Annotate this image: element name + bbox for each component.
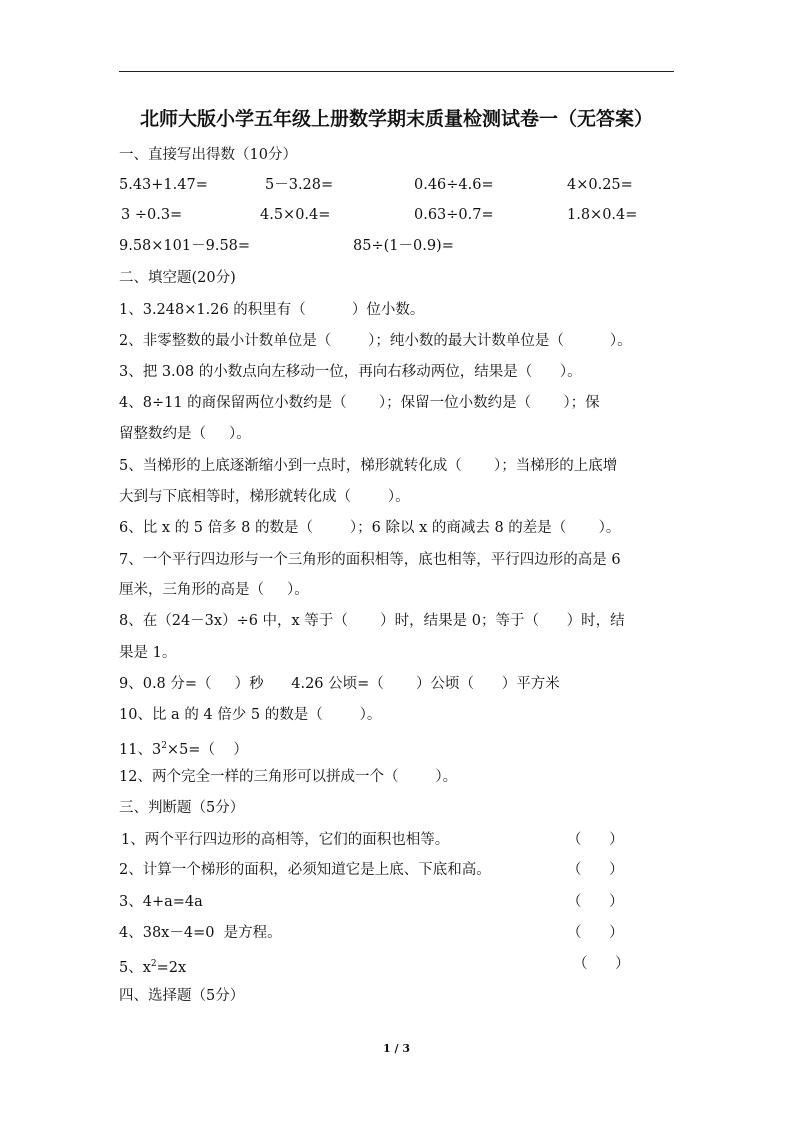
judge-item: 4、38x－4=0 是方程。	[119, 925, 282, 941]
question-line	[119, 736, 248, 760]
question-line: 果是 1。	[119, 645, 177, 661]
calc-item: 4×0.25=	[567, 177, 633, 193]
page-number: 1 / 3	[383, 1042, 410, 1055]
question-line: 5、当梯形的上底逐渐缩小到一点时，梯形就转化成（ ）；当梯形的上底增	[119, 458, 618, 474]
question-line: 3、把 3.08 的小数点向左移动一位，再向右移动两位，结果是（ ）。	[119, 364, 582, 380]
question-line: 厘米，三角形的高是（ ）。	[119, 582, 309, 598]
question-line: 7、一个平行四边形与一个三角形的面积相等，底也相等，平行四边形的高是 6	[119, 552, 621, 568]
question-line: 留整数约是（ ）。	[119, 426, 251, 442]
question-line: 大到与下底相等时，梯形就转化成（ ）。	[119, 489, 410, 505]
q11-prefix: 11、3	[119, 741, 162, 758]
calc-item: 1.8×0.4=	[567, 207, 638, 223]
calc-item: 3 ÷0.3=	[121, 207, 183, 223]
question-line: 9、0.8 分=（ ）秒 4.26 公顷=（ ）公顷（ ）平方米	[119, 676, 560, 692]
calc-item: 0.63÷0.7=	[414, 207, 494, 223]
calc-item: 5.43+1.47=	[119, 177, 208, 193]
judge-item: 2、计算一个梯形的面积，必须知道它是上底、下底和高。	[119, 862, 491, 878]
question-line: 8、在（24－3x）÷6 中，x 等于（ ）时，结果是 0；等于（ ）时，结	[119, 613, 625, 629]
calc-item: 9.58×101－9.58=	[119, 238, 251, 254]
q11-suffix: ×5=（ ）	[166, 741, 248, 758]
judge-item	[119, 954, 186, 978]
question-line: 2、非零整数的最小计数单位是（ ）；纯小数的最大计数单位是（ ）。	[119, 333, 632, 349]
answer-bracket: （ ）	[567, 862, 624, 878]
page-title: 北师大版小学五年级上册数学期末质量检测试卷一（无答案）	[139, 108, 653, 130]
judge-item: 3、4+a=4a	[119, 894, 203, 910]
question-line: 6、比 x 的 5 倍多 8 的数是（ ）；6 除以 x 的商减去 8 的差是（ ）。	[119, 520, 621, 536]
question-line: 4、8÷11 的商保留两位小数约是（ ）；保留一位小数约是（ ）；保	[119, 395, 600, 411]
header-rule	[119, 71, 674, 72]
answer-bracket: （ ）	[567, 925, 624, 941]
answer-bracket: （ ）	[573, 956, 630, 972]
q5-exponent: 2	[150, 959, 157, 969]
calc-item: 85÷(1－0.9)=	[353, 238, 454, 254]
section-heading: 三、判断题（5分）	[119, 800, 245, 816]
q5-suffix: =2x	[156, 959, 187, 976]
section-heading: 二、填空题(20分)	[119, 270, 236, 286]
answer-bracket: （ ）	[567, 832, 624, 848]
question-line: 12、两个完全一样的三角形可以拼成一个（ ）。	[119, 769, 458, 785]
q5-prefix: 5、x	[119, 959, 151, 976]
question-line: 1、3.248×1.26 的积里有（ ）位小数。	[119, 302, 425, 318]
answer-bracket: （ ）	[567, 894, 624, 910]
section-heading: 四、选择题（5分）	[119, 988, 245, 1004]
calc-item: 5－3.28=	[265, 177, 334, 193]
calc-item: 0.46÷4.6=	[414, 177, 494, 193]
section-heading: 一、直接写出得数（10分）	[119, 147, 297, 163]
judge-item: 1、两个平行四边形的高相等，它们的面积也相等。	[121, 832, 450, 848]
question-line: 10、比 a 的 4 倍少 5 的数是（ ）。	[119, 707, 382, 723]
q11-exponent: 2	[161, 741, 167, 751]
calc-item: 4.5×0.4=	[260, 207, 331, 223]
